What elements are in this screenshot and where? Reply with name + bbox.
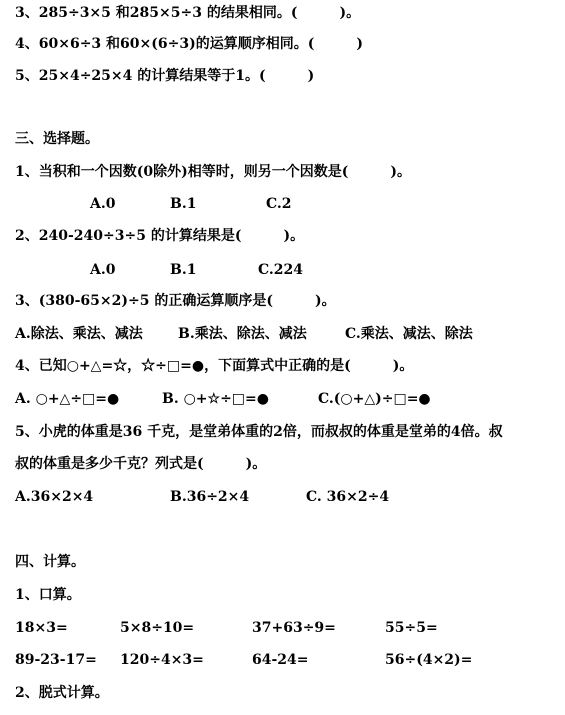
q4-option-a: A. ○+△÷□=● [15, 391, 120, 407]
judgement-item-4: 4、60×6÷3 和60×(6÷3)的运算顺序相同。( ) [15, 36, 363, 52]
choice-question-4: 4、已知○+△=☆，☆÷□=●，下面算式中正确的是( )。 [15, 358, 414, 374]
calc-item: 55÷5= [385, 620, 438, 636]
written-calc-subtitle: 2、脱式计算。 [15, 685, 109, 701]
calc-item: 37+63÷9= [252, 620, 336, 636]
q3-option-b: B.乘法、除法、减法 [178, 326, 307, 342]
choice-question-2: 2、240-240÷3÷5 的计算结果是( )。 [15, 228, 305, 244]
judgement-item-5: 5、25×4÷25×4 的计算结果等于1。( ) [15, 68, 315, 84]
calc-item: 56÷(4×2)= [385, 652, 473, 668]
calc-item: 64-24= [252, 652, 309, 668]
q3-option-c: C.乘法、减法、除法 [345, 326, 473, 342]
q1-option-a: A.0 [90, 196, 116, 212]
choice-question-5-line2: 叔的体重是多少千克？列式是( )。 [15, 456, 267, 472]
q3-option-a: A.除法、乘法、减法 [15, 326, 143, 342]
q2-option-b: B.1 [170, 262, 197, 278]
calc-item: 89-23-17= [15, 652, 97, 668]
calc-item: 5×8÷10= [120, 620, 195, 636]
judgement-item-3: 3、285÷3×5 和285×5÷3 的结果相同。( )。 [15, 5, 361, 21]
q4-option-c: C.(○+△)÷□=● [318, 391, 431, 407]
oral-calc-subtitle: 1、口算。 [15, 587, 81, 603]
q5-option-b: B.36÷2×4 [170, 489, 250, 505]
calc-item: 18×3= [15, 620, 68, 636]
calc-item: 120÷4×3= [120, 652, 204, 668]
section-4-title: 四、计算。 [15, 554, 85, 570]
section-3-title: 三、选择题。 [15, 131, 99, 147]
q1-option-c: C.2 [266, 196, 292, 212]
q5-option-c: C. 36×2÷4 [306, 489, 390, 505]
q4-option-b: B. ○+☆÷□=● [162, 391, 269, 407]
q5-option-a: A.36×2×4 [15, 489, 94, 505]
q2-option-c: C.224 [258, 262, 303, 278]
choice-question-5-line1: 5、小虎的体重是36 千克，是堂弟体重的2倍，而叔叔的体重是堂弟的4倍。叔 [15, 424, 503, 440]
q1-option-b: B.1 [170, 196, 197, 212]
choice-question-3: 3、(380-65×2)÷5 的正确运算顺序是( )。 [15, 293, 336, 309]
q2-option-a: A.0 [90, 262, 116, 278]
choice-question-1: 1、当积和一个因数(0除外)相等时，则另一个因数是( )。 [15, 164, 411, 180]
